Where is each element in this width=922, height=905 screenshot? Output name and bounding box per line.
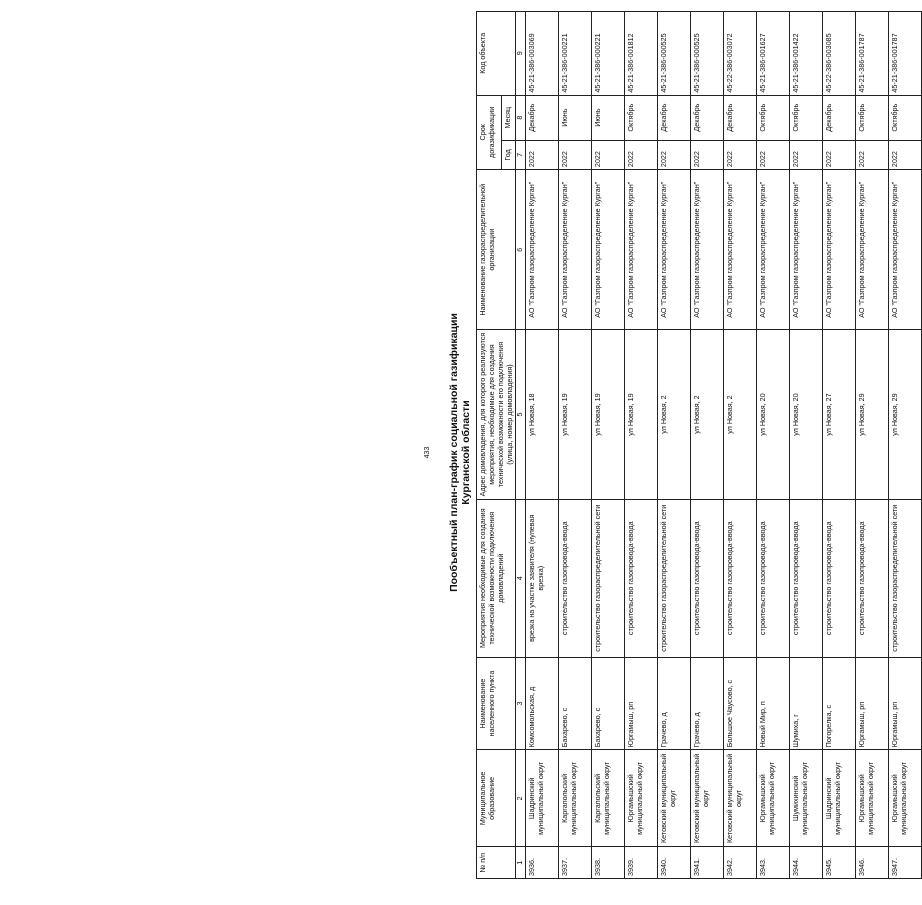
cell-settlement: Шумиха, г <box>790 657 823 750</box>
header-deadline: Срок догазификации <box>477 95 502 170</box>
cell-address: ул Новая, 2 <box>691 330 724 499</box>
column-index: 8 <box>516 95 526 140</box>
header-month: Месяц <box>501 95 515 140</box>
column-index: 4 <box>516 499 526 657</box>
cell-year: 2022 <box>856 140 889 169</box>
cell-address: ул Новая, 19 <box>592 330 625 499</box>
column-index: 9 <box>516 12 526 96</box>
cell-settlement: Юргамыш, рп <box>889 657 922 750</box>
gasification-table <box>476 11 922 879</box>
table-row <box>757 12 790 879</box>
cell-measure: строительство газопровода-ввода <box>790 499 823 657</box>
column-index: 5 <box>516 330 526 499</box>
cell-address: ул Новая, 18 <box>526 330 559 499</box>
cell-code: 45-21-386-000221 <box>559 12 592 96</box>
cell-num: 3946. <box>856 847 889 879</box>
cell-municipality: Кетовский муниципальный округ <box>691 750 724 847</box>
cell-code: 45-21-386-000525 <box>691 12 724 96</box>
cell-measure: строительство газопровода-ввода <box>823 499 856 657</box>
header-organization: Наименование газораспределительной организации <box>477 170 516 330</box>
table-row <box>592 12 625 879</box>
cell-settlement: Юргамыш, рп <box>625 657 658 750</box>
cell-month: Декабрь <box>823 95 856 140</box>
cell-organization: АО "Газпром газораспределение Курган" <box>658 170 691 330</box>
cell-year: 2022 <box>592 140 625 169</box>
table-row <box>823 12 856 879</box>
cell-address: ул Новая, 29 <box>856 330 889 499</box>
cell-code: 45-21-386-001812 <box>625 12 658 96</box>
table-row <box>658 12 691 879</box>
header-settlement: Наименование населенного пункта <box>477 657 516 750</box>
cell-measure: строительство газораспределительной сети <box>592 499 625 657</box>
cell-code: 45-21-386-001787 <box>889 12 922 96</box>
cell-settlement: Большое Чаусово, с <box>724 657 757 750</box>
cell-code: 45-21-386-000221 <box>592 12 625 96</box>
cell-municipality: Шумихинский муниципальный округ <box>790 750 823 847</box>
cell-organization: АО "Газпром газораспределение Курган" <box>856 170 889 330</box>
cell-measure: строительство газопровода-ввода <box>559 499 592 657</box>
cell-month: Декабрь <box>724 95 757 140</box>
column-index: 2 <box>516 750 526 847</box>
cell-year: 2022 <box>625 140 658 169</box>
cell-num: 3945. <box>823 847 856 879</box>
cell-organization: АО "Газпром газораспределение Курган" <box>625 170 658 330</box>
cell-month: Декабрь <box>526 95 559 140</box>
cell-measure: строительство газопровода-ввода <box>856 499 889 657</box>
cell-organization: АО "Газпром газораспределение Курган" <box>592 170 625 330</box>
cell-address: ул Новая, 2 <box>724 330 757 499</box>
title-line-2: Курганской области <box>460 400 472 505</box>
column-index: 1 <box>516 847 526 879</box>
header-year: Год <box>501 140 515 169</box>
header-address: Адрес домовладения, для которого реализуются мероприятия, необходимые для создания технической возможности его подключения (улица, номер домовладения) <box>477 330 516 499</box>
cell-month: Июнь <box>559 95 592 140</box>
cell-settlement: Бахарево, с <box>592 657 625 750</box>
cell-measure: строительство газораспределительной сети <box>658 499 691 657</box>
cell-organization: АО "Газпром газораспределение Курган" <box>559 170 592 330</box>
cell-month: Июнь <box>592 95 625 140</box>
cell-address: ул Новая, 29 <box>889 330 922 499</box>
cell-month: Октябрь <box>889 95 922 140</box>
table-row <box>724 12 757 879</box>
cell-code: 45-22-386-003072 <box>724 12 757 96</box>
cell-measure: строительство газопровода-ввода <box>691 499 724 657</box>
cell-num: 3943. <box>757 847 790 879</box>
cell-num: 3942. <box>724 847 757 879</box>
column-index: 3 <box>516 657 526 750</box>
cell-settlement: Новый Мир, п <box>757 657 790 750</box>
cell-organization: АО "Газпром газораспределение Курган" <box>823 170 856 330</box>
cell-month: Октябрь <box>625 95 658 140</box>
table-row <box>889 12 922 879</box>
cell-code: 45-21-386-001422 <box>790 12 823 96</box>
cell-num: 3937. <box>559 847 592 879</box>
cell-municipality: Кетовский муниципальный округ <box>724 750 757 847</box>
cell-settlement: Грачево, д <box>658 657 691 750</box>
cell-municipality: Юргамышский муниципальный округ <box>757 750 790 847</box>
cell-month: Октябрь <box>757 95 790 140</box>
cell-year: 2022 <box>790 140 823 169</box>
cell-num: 3936. <box>526 847 559 879</box>
cell-address: ул Новая, 2 <box>658 330 691 499</box>
cell-measure: врезка на участке заявителя (нулевая врезка) <box>526 499 559 657</box>
cell-address: ул Новая, 19 <box>559 330 592 499</box>
cell-year: 2022 <box>757 140 790 169</box>
header-row <box>477 12 502 879</box>
table-row <box>691 12 724 879</box>
cell-year: 2022 <box>658 140 691 169</box>
cell-year: 2022 <box>691 140 724 169</box>
cell-month: Октябрь <box>856 95 889 140</box>
column-index: 7 <box>516 140 526 169</box>
cell-organization: АО "Газпром газораспределение Курган" <box>790 170 823 330</box>
table-row <box>559 12 592 879</box>
cell-num: 3939. <box>625 847 658 879</box>
cell-organization: АО "Газпром газораспределение Курган" <box>691 170 724 330</box>
cell-measure: строительство газопровода-ввода <box>757 499 790 657</box>
cell-address: ул Новая, 20 <box>790 330 823 499</box>
cell-settlement: Погорелка, с <box>823 657 856 750</box>
cell-code: 45-21-386-001787 <box>856 12 889 96</box>
cell-settlement: Юргамыш, рп <box>856 657 889 750</box>
cell-municipality: Каргапольский муниципальный округ <box>559 750 592 847</box>
cell-month: Декабрь <box>658 95 691 140</box>
cell-settlement: Грачево, д <box>691 657 724 750</box>
document-title <box>448 0 472 905</box>
cell-municipality: Юргамышский муниципальный округ <box>889 750 922 847</box>
cell-settlement: Комсомольская, д <box>526 657 559 750</box>
column-index: 6 <box>516 170 526 330</box>
cell-num: 3941. <box>691 847 724 879</box>
table-row <box>526 12 559 879</box>
cell-settlement: Бахарево, с <box>559 657 592 750</box>
cell-measure: строительство газопровода-ввода <box>724 499 757 657</box>
cell-code: 45-21-386-001627 <box>757 12 790 96</box>
cell-organization: АО "Газпром газораспределение Курган" <box>889 170 922 330</box>
cell-organization: АО "Газпром газораспределение Курган" <box>757 170 790 330</box>
cell-num: 3938. <box>592 847 625 879</box>
cell-measure: строительство газораспределительной сети <box>889 499 922 657</box>
cell-municipality: Юргамышский муниципальный округ <box>856 750 889 847</box>
cell-num: 3940. <box>658 847 691 879</box>
cell-address: ул Новая, 27 <box>823 330 856 499</box>
cell-organization: АО "Газпром газораспределение Курган" <box>724 170 757 330</box>
cell-municipality: Шадринский муниципальный округ <box>823 750 856 847</box>
cell-address: ул Новая, 20 <box>757 330 790 499</box>
header-measures: Мероприятия необходимые для создания технической возможности подключения домовладений <box>477 499 516 657</box>
cell-num: 3944. <box>790 847 823 879</box>
cell-month: Декабрь <box>691 95 724 140</box>
cell-year: 2022 <box>526 140 559 169</box>
title-line-1: Пообъектный план-график социальной газификации <box>448 313 460 592</box>
cell-organization: АО "Газпром газораспределение Курган" <box>526 170 559 330</box>
cell-code: 45-22-386-003085 <box>823 12 856 96</box>
cell-municipality: Шадринский муниципальный округ <box>526 750 559 847</box>
cell-address: ул Новая, 19 <box>625 330 658 499</box>
cell-municipality: Каргапольский муниципальный округ <box>592 750 625 847</box>
header-code: Код объекта <box>477 12 516 96</box>
header-num: № п/п <box>477 847 516 879</box>
cell-measure: строительство газопровода-ввода <box>625 499 658 657</box>
table-row <box>790 12 823 879</box>
cell-municipality: Кетовский муниципальный округ <box>658 750 691 847</box>
cell-year: 2022 <box>724 140 757 169</box>
cell-year: 2022 <box>823 140 856 169</box>
cell-code: 45-21-386-000525 <box>658 12 691 96</box>
cell-municipality: Юргамышский муниципальный округ <box>625 750 658 847</box>
cell-num: 3947. <box>889 847 922 879</box>
table-row <box>625 12 658 879</box>
cell-code: 45-21-386-003069 <box>526 12 559 96</box>
column-index-row <box>516 12 526 879</box>
table-row <box>856 12 889 879</box>
page-number: 433 <box>424 446 431 459</box>
cell-year: 2022 <box>889 140 922 169</box>
header-municipality: Муниципальное образование <box>477 750 516 847</box>
table-body <box>526 12 922 879</box>
cell-year: 2022 <box>559 140 592 169</box>
cell-month: Октябрь <box>790 95 823 140</box>
